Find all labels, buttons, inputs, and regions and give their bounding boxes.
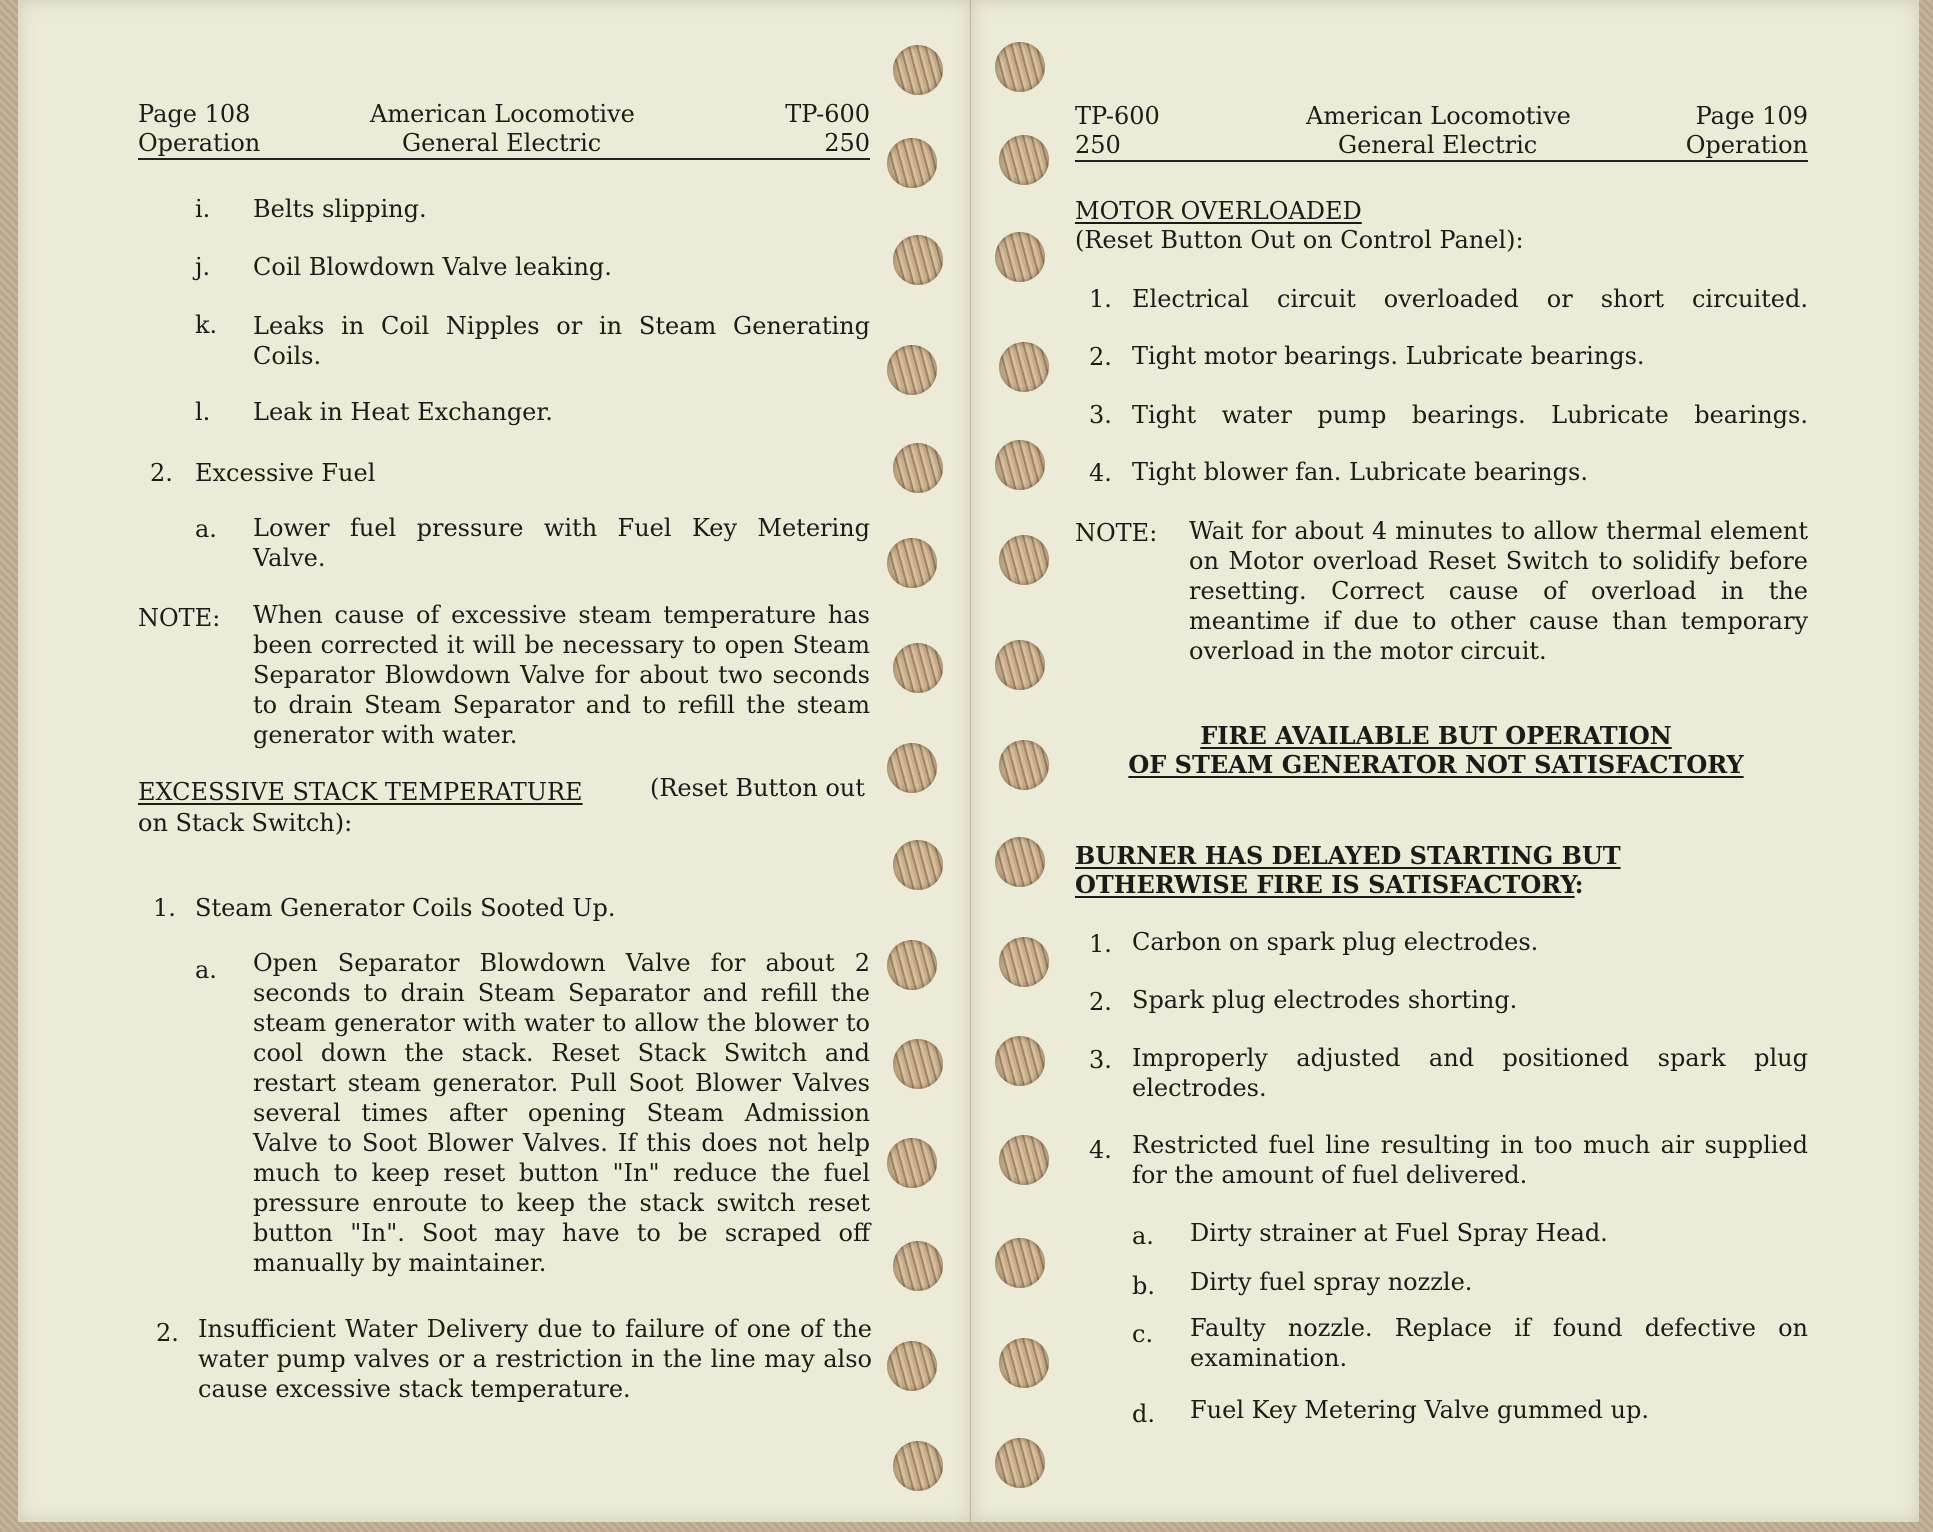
- left-page-number: Page 108: [138, 100, 251, 128]
- burner-item-4-number: 4.: [1089, 1136, 1112, 1164]
- fuel-title: Excessive Fuel: [195, 459, 376, 487]
- item-label-j: j.: [195, 253, 211, 281]
- binding-hole: [995, 232, 1045, 282]
- item-text-l: Leak in Heat Exchanger.: [253, 398, 553, 426]
- motor-item-2-text: Tight motor bearings. Lubricate bearings.: [1132, 342, 1645, 370]
- burner-item-1-number: 1.: [1089, 930, 1112, 958]
- fire-available-heading-line2: OF STEAM GENERATOR NOT SATISFACTORY: [1128, 750, 1744, 779]
- burner-heading-colon: :: [1574, 870, 1584, 899]
- binding-hole: [999, 342, 1049, 392]
- binding-hole: [893, 840, 943, 890]
- left-header-rule: [138, 158, 870, 160]
- fuel-a-text: Lower fuel pressure with Fuel Key Metering Valve.: [253, 514, 870, 572]
- binding-hole: [887, 345, 937, 395]
- left-note-text: When cause of excessive steam temperature has been corrected it will be necessary to open Steam Separator Blowdown Valve for about two seconds to drain Steam Separator and to refill the steam generator with water.: [253, 601, 870, 749]
- right-model-number: 250: [1075, 131, 1121, 159]
- right-company-name-2: General Electric: [1338, 131, 1538, 159]
- burner-item-4d-label: d.: [1132, 1400, 1155, 1428]
- right-note-text: Wait for about 4 minutes to allow thermal element on Motor overload Reset Switch to solidify before resetting. Correct cause of overload in the meantime if due to other cause than temporary overload in the motor circuit.: [1189, 517, 1808, 665]
- burner-item-4b-label: b.: [1132, 1272, 1155, 1300]
- binding-hole: [887, 138, 937, 188]
- burner-delayed-heading-line2-wrap: [1075, 870, 1584, 899]
- burner-item-4d-text: Fuel Key Metering Valve gummed up.: [1190, 1396, 1649, 1424]
- binding-hole: [999, 135, 1049, 185]
- burner-item-2-text: Spark plug electrodes shorting.: [1132, 986, 1518, 1014]
- item-label-l: l.: [195, 398, 211, 426]
- burner-item-4a-label: a.: [1132, 1222, 1154, 1250]
- burner-item-4-text: Restricted fuel line resulting in too much air supplied for the amount of fuel delivered.: [1132, 1131, 1808, 1189]
- stack-item-1-text: Steam Generator Coils Sooted Up.: [195, 894, 616, 922]
- binding-hole: [995, 1238, 1045, 1288]
- item-text-j: Coil Blowdown Valve leaking.: [253, 253, 612, 281]
- left-section-label: Operation: [138, 129, 261, 157]
- stack-temp-heading: EXCESSIVE STACK TEMPERATURE: [138, 778, 583, 806]
- left-page: [18, 0, 971, 1522]
- motor-overloaded-subheading: (Reset Button Out on Control Panel):: [1075, 226, 1524, 254]
- binding-hole: [995, 440, 1045, 490]
- left-note-label: NOTE:: [138, 604, 221, 632]
- stack-item-1a-text: Open Separator Blowdown Valve for about 2 seconds to drain Steam Separator and refill the steam generator with water to allow the blower to cool down the stack. Reset Stack Switch and restart steam generator. Pull Soot Blower Valves several times after opening Steam Admission Valve to Soot Blower Valves. If this does not help much to keep reset button "In" reduce the fuel pressure enroute to keep the stack switch reset button "In". Soot may have to be scraped off manually by maintainer.: [253, 949, 870, 1277]
- left-company-name-2: General Electric: [402, 129, 602, 157]
- binding-hole: [893, 1241, 943, 1291]
- item-text-k: Leaks in Coil Nipples or in Steam Generating Coils.: [253, 312, 870, 370]
- binding-hole: [995, 640, 1045, 690]
- right-page-number: Page 109: [1695, 102, 1808, 130]
- motor-overloaded-heading: MOTOR OVERLOADED: [1075, 197, 1362, 225]
- binding-hole: [999, 535, 1049, 585]
- binding-hole: [893, 1441, 943, 1491]
- binding-hole: [999, 1135, 1049, 1185]
- right-note-label: NOTE:: [1075, 519, 1158, 547]
- stack-temp-heading-rest: (Reset Button out: [650, 774, 865, 802]
- motor-item-3-text: Tight water pump bearings. Lubricate bearings.: [1132, 401, 1808, 429]
- burner-item-3-text: Improperly adjusted and positioned spark plug electrodes.: [1132, 1044, 1808, 1102]
- binding-hole: [999, 740, 1049, 790]
- binding-hole: [893, 643, 943, 693]
- stack-item-1a-label: a.: [195, 956, 217, 984]
- motor-item-2-number: 2.: [1089, 343, 1112, 371]
- binding-hole: [887, 940, 937, 990]
- binding-hole: [893, 45, 943, 95]
- right-model: TP-600: [1075, 102, 1160, 130]
- right-section-label: Operation: [1685, 131, 1808, 159]
- item-label-k: k.: [195, 311, 218, 339]
- fuel-number: 2.: [150, 459, 173, 487]
- binding-hole: [995, 837, 1045, 887]
- binding-hole: [995, 42, 1045, 92]
- binding-hole: [893, 235, 943, 285]
- burner-item-1-text: Carbon on spark plug electrodes.: [1132, 928, 1539, 956]
- binding-hole: [995, 1036, 1045, 1086]
- item-label-i: i.: [195, 195, 211, 223]
- left-model: TP-600: [785, 100, 870, 128]
- binding-hole: [887, 538, 937, 588]
- burner-item-3-number: 3.: [1089, 1046, 1112, 1074]
- burner-delayed-heading-line1: BURNER HAS DELAYED STARTING BUT: [1075, 841, 1621, 870]
- burner-delayed-heading-line2: OTHERWISE FIRE IS SATISFACTORY: [1075, 870, 1575, 899]
- binding-hole: [887, 743, 937, 793]
- motor-item-4-text: Tight blower fan. Lubricate bearings.: [1132, 458, 1588, 486]
- fuel-a-label: a.: [195, 515, 217, 543]
- motor-item-1-number: 1.: [1089, 285, 1112, 313]
- motor-item-4-number: 4.: [1089, 459, 1112, 487]
- binding-hole: [893, 1039, 943, 1089]
- left-company-name: American Locomotive: [370, 100, 635, 128]
- right-header-rule: [1075, 160, 1808, 162]
- burner-item-4b-text: Dirty fuel spray nozzle.: [1190, 1268, 1473, 1296]
- binding-hole: [887, 1341, 937, 1391]
- binding-hole: [893, 443, 943, 493]
- burner-item-4c-text: Faulty nozzle. Replace if found defective on examination.: [1190, 1314, 1808, 1372]
- binding-hole: [999, 1338, 1049, 1388]
- stack-item-1-number: 1.: [153, 894, 176, 922]
- item-text-i: Belts slipping.: [253, 195, 427, 223]
- stack-temp-heading-line2: on Stack Switch):: [138, 809, 353, 837]
- burner-item-4a-text: Dirty strainer at Fuel Spray Head.: [1190, 1219, 1608, 1247]
- binding-hole: [995, 1438, 1045, 1488]
- burner-item-4c-label: c.: [1132, 1320, 1154, 1348]
- left-model-number: 250: [824, 129, 870, 157]
- motor-item-3-number: 3.: [1089, 401, 1112, 429]
- stack-item-2-number: 2.: [156, 1319, 179, 1347]
- motor-item-1-text: Electrical circuit overloaded or short circuited.: [1132, 285, 1808, 313]
- fire-available-heading-line1: FIRE AVAILABLE BUT OPERATION: [1200, 721, 1672, 750]
- burner-item-2-number: 2.: [1089, 988, 1112, 1016]
- binding-hole: [887, 1138, 937, 1188]
- binding-hole: [999, 937, 1049, 987]
- right-company-name: American Locomotive: [1306, 102, 1571, 130]
- stack-item-2-text: Insufficient Water Delivery due to failure of one of the water pump valves or a restriction in the line may also cause excessive stack temperature.: [198, 1315, 872, 1403]
